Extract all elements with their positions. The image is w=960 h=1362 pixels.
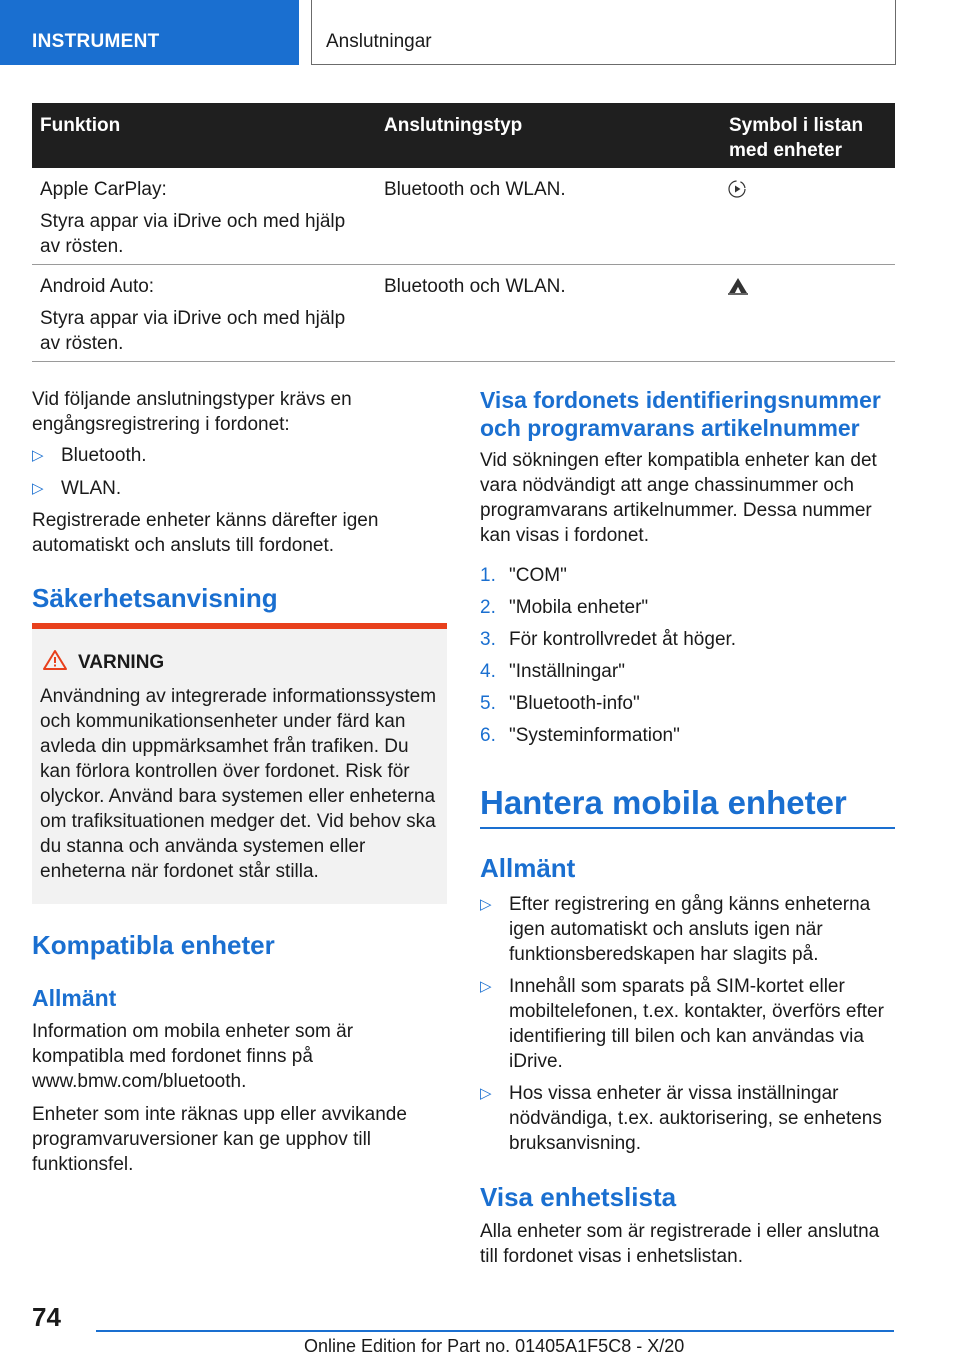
page-number: 74 (32, 1302, 61, 1332)
list-item: 5. "Bluetooth-info" (480, 693, 640, 714)
list-item: 1. "COM" (480, 565, 567, 586)
table-header (32, 103, 895, 168)
compat-heading: Kompatibla enheter (32, 930, 275, 960)
list-item: 2. "Mobila enheter" (480, 597, 649, 618)
list-item: ▷ Innehåll som sparats på SIM-kortet eller mobiltelefonen, t.ex. kontakter, överförs efter identifiering till bilen och kan användas via iDrive. (480, 976, 884, 1072)
list-item: 6. "Systeminformation" (480, 725, 680, 746)
list-item: ▷ Efter registrering en gång känns enheterna igen automatiskt och ansluts igen när funktionsberedskapen har slagits på. (480, 894, 871, 965)
after-text: Registrerade enheter känns därefter igen automatiskt och ansluts till fordonet. (32, 510, 379, 556)
list-text: Alla enheter som är registrerade i eller anslutna till fordonet visas i enhetslistan. (480, 1221, 880, 1267)
function-desc: Styra appar via iDrive och med hjälp av rösten. (40, 211, 346, 257)
bullet-triangle-icon: ▷ (32, 447, 44, 464)
intro-text: Vid följande anslutningstyper krävs en engångsregistrering i fordonet: (32, 389, 352, 435)
vin-text: Vid sökningen efter kompatibla enheter kan det vara nödvändigt att ange chassinummer och programvarans artikelnummer. Dessa nummer kan visas i fordonet. (480, 450, 877, 546)
heading-rule (480, 827, 895, 829)
warning-text: Användning av integrerade informationssystem och kommunikationsenheter under färd kan avleda din uppmärksamhet från trafiken. Du kan förlora kontrollen över fordonet. Risk för olyckor. Använd bara systemen eller enheterna om trafiksituationen medger det. Vid behov ska du stanna och använda systemen eller enheterna när fordonet står stilla. (40, 686, 437, 882)
carplay-icon (727, 179, 747, 199)
bullet-triangle-icon: ▷ (480, 978, 492, 995)
column-header: Funktion (40, 115, 121, 136)
safety-heading: Säkerhetsanvisning (32, 583, 278, 613)
footer-rule (96, 1330, 894, 1332)
android-auto-icon (727, 276, 749, 296)
table-row (32, 265, 895, 362)
bullet-triangle-icon: ▷ (480, 1085, 492, 1102)
step-number: 1. (480, 565, 496, 586)
step-number: 2. (480, 597, 496, 618)
warning-triangle-icon (42, 649, 68, 671)
function-name: Android Auto: (40, 276, 155, 297)
list-item: ▷ Hos vissa enheter är vissa inställningar nödvändiga, t.ex. auktorisering, se enhetens bruksanvisning. (480, 1083, 882, 1154)
function-name: Apple CarPlay: (40, 179, 167, 200)
general-heading: Allmänt (32, 985, 117, 1011)
list-item: ▷ Bluetooth. (32, 445, 147, 466)
list-item: ▷ WLAN. (32, 478, 122, 499)
connection-type: Bluetooth och WLAN. (384, 276, 566, 297)
step-number: 3. (480, 629, 496, 650)
chapter-title: Anslutningar (326, 31, 432, 52)
column-header: Anslutningstyp (384, 115, 523, 136)
compat-text: Enheter som inte räknas upp eller avvikande programvaruversioner kan ge upphov till funktionsfel. (32, 1104, 407, 1175)
connection-type: Bluetooth och WLAN. (384, 179, 566, 200)
warning-title: VARNING (78, 652, 165, 673)
section-tab (0, 0, 299, 65)
chapter-box (311, 0, 896, 65)
edition-text: Online Edition for Part no. 01405A1F5C8 - X/20 (304, 1336, 685, 1356)
table-row (32, 168, 895, 265)
bullet-triangle-icon: ▷ (480, 896, 492, 913)
general-heading: Allmänt (480, 853, 576, 883)
compat-text: Information om mobila enheter som är kompatibla med fordonet finns på www.bmw.com/bluetooth. (32, 1021, 354, 1092)
list-item: 3. För kontrollvredet åt höger. (480, 629, 737, 650)
step-number: 5. (480, 693, 496, 714)
step-number: 6. (480, 725, 496, 746)
list-heading: Visa enhetslista (480, 1182, 677, 1212)
column-header: Symbol i listan med enheter (729, 115, 864, 161)
vin-heading: Visa fordonets identifieringsnummer och programvarans artikelnummer (480, 387, 881, 441)
connection-table (32, 103, 895, 362)
step-number: 4. (480, 661, 496, 682)
bullet-triangle-icon: ▷ (32, 480, 44, 497)
section-title: INSTRUMENT (32, 31, 160, 52)
list-item: 4. "Inställningar" (480, 661, 625, 682)
function-desc: Styra appar via iDrive och med hjälp av rösten. (40, 308, 346, 354)
manage-heading: Hantera mobila enheter (480, 784, 847, 821)
